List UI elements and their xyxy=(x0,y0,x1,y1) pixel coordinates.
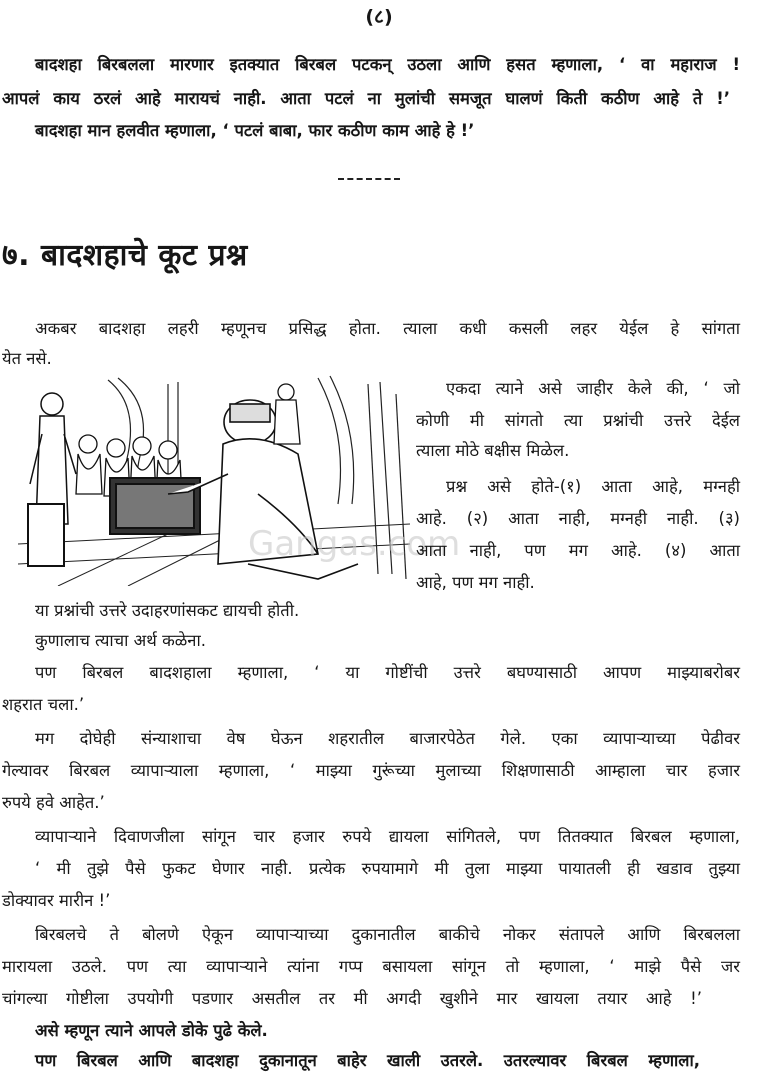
page-number: (८) xyxy=(365,6,393,28)
body-line-13: चांगल्या गोष्टीला उपयोगी पडणार असतील तर मी अगदी खुशीने मार खायला तयार आहे !’ xyxy=(2,989,702,1008)
section-separator xyxy=(338,178,400,180)
body-line-9: ‘ मी तुझे पैसे फुकट घेणार नाही. प्रत्येक रुपयामागे मी तुला माझ्या पायातली ही खडाव तुझ्या xyxy=(35,859,740,878)
body-line-5: मग दोघेही संन्याशाचा वेष घेऊन शहरातील बाजारपेठेत गेले. एका व्यापाऱ्याच्या पेढीवर xyxy=(35,729,740,748)
top-para-line-2: आपलं काय ठरलं आहे मारायचं नाही. आता पटलं ना मुलांची समजूत घालणं किती कठीण आहे ते !’ xyxy=(2,89,730,108)
side-text-line-4: प्रश्न असे होते-(१) आता आहे, मग्नही xyxy=(446,477,740,496)
side-text-line-3: त्याला मोठे बक्षीस मिळेल. xyxy=(416,441,570,460)
body-line-11: बिरबलचे ते बोलणे ऐकून व्यापाऱ्याच्या दुकानातील बाकीचे नोकर संतापले आणि बिरबलला xyxy=(35,925,740,944)
body-line-10: डोक्यावर मारीन !’ xyxy=(2,891,111,910)
body-line-15: पण बिरबल आणि बादशहा दुकानातून बाहेर खाली उतरले. उतरल्यावर बिरबल म्हणाला, xyxy=(35,1051,700,1070)
top-para-line-3: बादशहा मान हलवीत म्हणाला, ‘ पटलं बाबा, फार कठीण काम आहे हे !’ xyxy=(35,121,475,140)
top-para-line-1: बादशहा बिरबलला मारणार इतक्यात बिरबल पटकन् उठला आणि हसत म्हणाला, ‘ वा महाराज ! xyxy=(35,55,740,74)
side-text-line-5: आहे. (२) आता नाही, मग्नही नाही. (३) xyxy=(416,509,740,528)
side-text-line-2: कोणी मी सांगतो त्या प्रश्नांची उत्तरे देईल xyxy=(416,411,740,430)
body-line-14: असे म्हणून त्याने आपले डोके पुढे केले. xyxy=(35,1021,268,1040)
body-line-8: व्यापाऱ्याने दिवाणजीला सांगून चार हजार रुपये द्यायला सांगितले, पण तितक्यात बिरबल म्हणाला, xyxy=(35,827,740,846)
body-line-2: कुणालाच त्याचा अर्थ कळेना. xyxy=(35,631,206,650)
side-text-line-1: एकदा त्याने असे जाहीर केले की, ‘ जो xyxy=(446,379,740,398)
intro-line-1: अकबर बादशहा लहरी म्हणूनच प्रसिद्ध होता. त्याला कधी कसली लहर येईल हे सांगता xyxy=(35,319,740,338)
body-line-7: रुपये हवे आहेत.’ xyxy=(2,793,105,812)
chapter-title: ७. बादशहाचे कूट प्रश्न xyxy=(2,238,248,273)
watermark: Gangas.com xyxy=(248,524,461,564)
body-line-6: गेल्यावर बिरबल व्यापाऱ्याला म्हणाला, ‘ माझ्या गुरूंच्या मुलाच्या शिक्षणासाठी आम्हाला चार हजार xyxy=(2,761,740,780)
body-line-4: शहरात चला.’ xyxy=(2,695,85,714)
body-line-3: पण बिरबल बादशहाला म्हणाला, ‘ या गोष्टींची उत्तरे बघण्यासाठी आपण माझ्याबरोबर xyxy=(35,663,740,682)
side-text-line-7: आहे, पण मग नाही. xyxy=(416,573,535,592)
side-text-line-6: आता नाही, पण मग आहे. (४) आता xyxy=(416,541,740,560)
body-line-12: मारायला उठले. पण त्या व्यापाऱ्याने त्यांना गप्प बसायला सांगून तो म्हणाला, ‘ माझे पैसे जर xyxy=(2,957,740,976)
intro-line-2: येत नसे. xyxy=(2,349,52,368)
body-line-1: या प्रश्नांची उत्तरे उदाहरणांसकट द्यायची होती. xyxy=(35,601,300,620)
